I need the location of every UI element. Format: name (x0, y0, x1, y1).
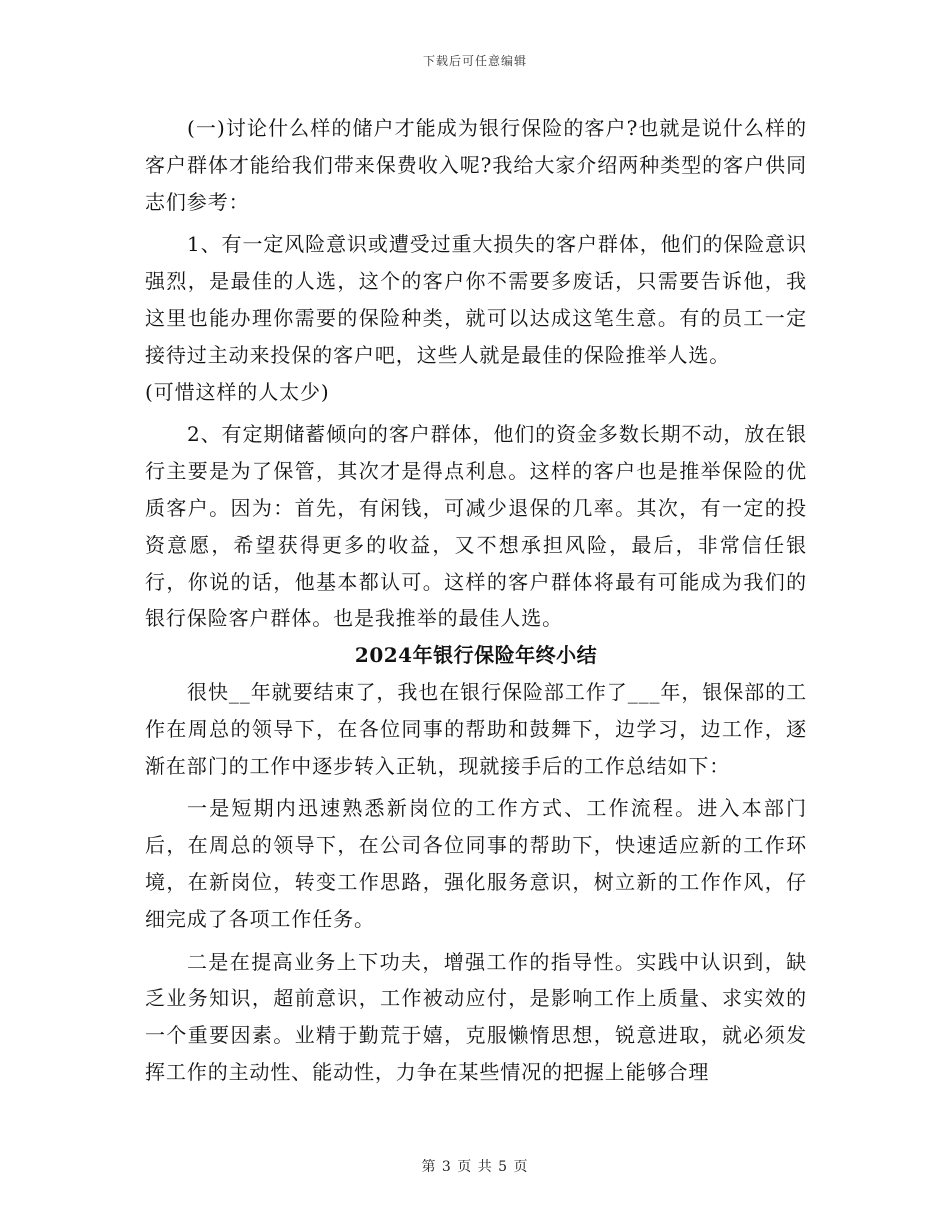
paragraph-intro-question: (一)讨论什么样的储户才能成为银行保险的客户?也就是说什么样的客户群体才能给我们带来保费收入呢?我给大家介绍两种类型的客户供同志们参考： (145, 116, 807, 214)
page-header-note: 下载后可任意编辑 (422, 54, 527, 68)
paragraph-point-two: 二是在提高业务上下功夫，增强工作的指导性。实践中认识到，缺乏业务知识，超前意识，工作被动应付，是影响工作上质量、求实效的一个重要因素。业精于勤荒于嬉，克服懒惰思想，锐意进取，就必须发挥工作的主动性、能动性，力争在某些情况的把握上能够合理 (145, 949, 807, 1084)
paragraph-summary-intro: 很快__年就要结束了，我也在银行保险部工作了___年，银保部的工作在周总的领导下，在各位同事的帮助和鼓舞下，边学习，边工作，逐渐在部门的工作中逐步转入正轨，现就接手后的工作总结如下： (145, 679, 807, 778)
section-title: 2024年银行保险年终小结 (354, 643, 598, 668)
paragraph-customer-type-1: 1、有一定风险意识或遭受过重大损失的客户群体，他们的保险意识强烈，是最佳的人选，这个的客户你不需要多废话，只需要告诉他，我这里也能办理你需要的保险种类，就可以达成这笔生意。有的员工一定接待过主动来投保的客户吧，这些人就是最佳的保险推举人选。 (145, 232, 807, 367)
paragraph-customer-type-2: 2、有定期储蓄倾向的客户群体，他们的资金多数长期不动，放在银行主要是为了保管，其次才是得点利息。这样的客户也是推举保险的优质客户。因为：首先，有闲钱，可减少退保的几率。其次，有一定的投资意愿，希望获得更多的收益，又不想承担风险，最后，非常信任银行，你说的话，他基本都认可。这样的客户群体将最有可能成为我们的银行保险客户群体。也是我推举的最佳人选。 (145, 422, 807, 631)
page-footer-number: 第 3 页 共 5 页 (421, 1159, 529, 1175)
paragraph-point-one: 一是短期内迅速熟悉新岗位的工作方式、工作流程。进入本部门后，在周总的领导下，在公司各位同事的帮助下，快速适应新的工作环境，在新岗位，转变工作思路，强化服务意识，树立新的工作作风，仔细完成了各项工作任务。 (145, 796, 807, 931)
document-body (145, 110, 807, 1091)
paragraph-aside-note: (可惜这样的人太少) (145, 379, 330, 404)
